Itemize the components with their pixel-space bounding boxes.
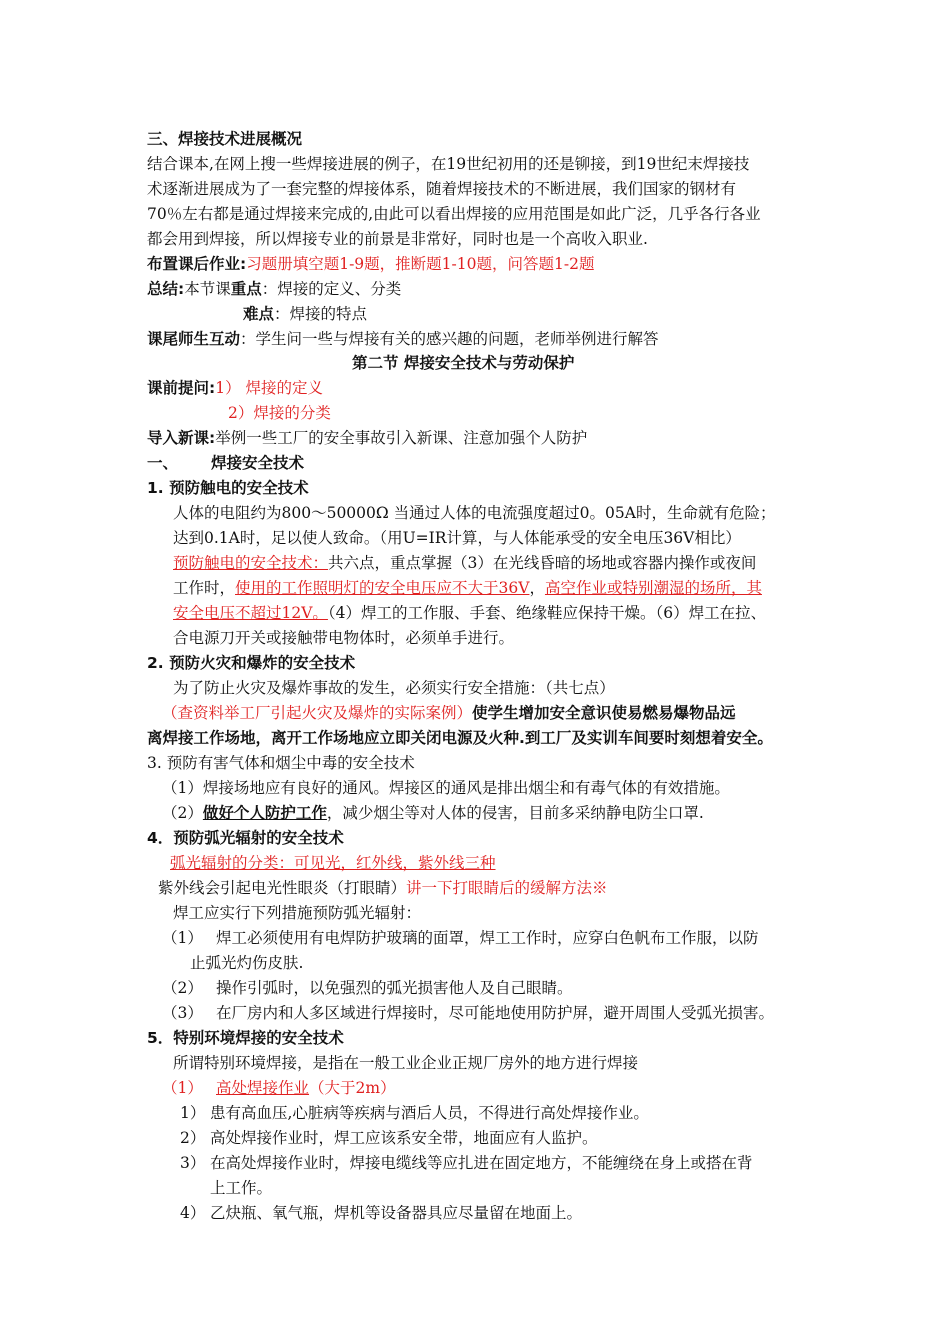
homework-text: 习题册填空题1-9题，推断题1-10题，问答题1-2题: [246, 255, 595, 273]
topic5-list-text: 乙炔瓶、氧气瓶，焊机等设备器具应尽量留在地面上。: [210, 1204, 583, 1222]
topic2-bold-text: 使学生增加安全意识使易燃易爆物品远: [472, 704, 736, 722]
topic4-item-number: （2）: [162, 979, 203, 997]
summary-line: [147, 279, 401, 299]
key-point-text: ：焊接的定义、分类: [261, 280, 402, 298]
topic4-item-number: （3）: [162, 1004, 203, 1022]
topic5-red-underline: 高处焊接作业: [216, 1079, 310, 1097]
topic1-text: （4）焊工的工作服、手套、绝缘鞋应保持干燥。（6）焊工在拉、: [327, 604, 767, 622]
topic1-heading: 1. 预防触电的安全技术: [147, 479, 309, 497]
topic2-paragraph-line: 为了防止火灾及爆炸事故的发生，必须实行安全措施：（共七点）: [173, 679, 615, 697]
topic2-paragraph-line: [162, 703, 736, 723]
topic5-list-text: 高处焊接作业时，焊工应该系安全带，地面应有人监护。: [210, 1129, 598, 1147]
topic1-paragraph-line: 达到0.1A时，足以使人致命。（用U=IR计算，与人体能承受的安全电压36V相比）: [173, 529, 741, 547]
topic5-list-number: 1）: [180, 1104, 206, 1122]
topic5-sub-heading: [216, 1078, 396, 1098]
topic5-list-text: 上工作。: [210, 1179, 273, 1197]
topic4-red-text: 讲一下打眼睛后的缓解方法※: [406, 879, 608, 897]
topic4-item-number: （1）: [162, 929, 203, 947]
topic1-text: 共六点，重点掌握（3）在光线昏暗的场地或容器内操作或夜间: [328, 554, 757, 572]
pre-question-label: 课前提问:: [147, 379, 216, 397]
pre-question-item: 2）焊接的分类: [228, 404, 331, 422]
section2-title: 第二节 焊接安全技术与劳动保护: [352, 354, 575, 372]
topic2-red-text: （查资料举工厂引起火灾及爆炸的实际案例）: [162, 704, 473, 722]
part1-number: 一、: [147, 454, 179, 472]
homework-label: 布置课后作业:: [147, 255, 247, 273]
topic2-heading: 2. 预防火灾和爆炸的安全技术: [147, 654, 356, 672]
summary-prefix: 本节课: [184, 280, 231, 298]
topic1-red-underline: 高空作业或特别潮湿的场所，其: [544, 579, 762, 597]
topic3-item: （1）焊接场地应有良好的通风。焊接区的通风是排出烟尘和有毒气体的有效措施。: [162, 779, 730, 797]
topic1-red-underline: 预防触电的安全技术：: [173, 554, 329, 572]
topic5-red-text: （大于2m）: [309, 1079, 396, 1097]
intro-label: 导入新课:: [147, 429, 216, 447]
intro-line: [147, 428, 587, 448]
summary-label: 总结:: [147, 280, 185, 298]
homework-line: [147, 254, 594, 274]
topic4-item-text: 操作引弧时，以免强烈的弧光损害他人及自己眼睛。: [216, 979, 573, 997]
interaction-line: [147, 329, 659, 349]
topic5-list-number: 4）: [180, 1204, 206, 1222]
topic5-list-number: 2）: [180, 1129, 206, 1147]
topic4-item-text: 焊工必须使用有电焊防护玻璃的面罩，焊工工作时，应穿白色帆布工作服，以防: [216, 929, 759, 947]
topic1-text: ，: [529, 579, 545, 597]
difficulty-label: 难点: [243, 305, 275, 323]
section3-paragraph-line: 70％左右都是通过焊接来完成的,由此可以看出焊接的应用范围是如此广泛，几乎各行各业: [147, 205, 761, 223]
pre-question-item: 1） 焊接的定义: [215, 379, 323, 397]
topic5-paragraph-line: 所谓特别环境焊接，是指在一般工业企业正规厂房外的地方进行焊接: [173, 1054, 639, 1072]
topic2-bold-line: 离焊接工作场地，离开工作场地应立即关闭电源及火种.到工厂及实训车间要时刻想着安全。: [147, 729, 773, 747]
topic4-item-text: 在厂房内和人多区域进行焊接时，尽可能地使用防护屏，避开周围人受弧光损害。: [216, 1004, 775, 1022]
topic3-text: ，减少烟尘等对人体的侵害，目前多采纳静电防尘口罩.: [326, 804, 704, 822]
topic3-heading: 3. 预防有害气体和烟尘中毒的安全技术: [147, 754, 415, 772]
key-point-label: 重点: [230, 280, 262, 298]
topic1-red-underline: 安全电压不超过12V。: [173, 604, 328, 622]
interaction-text: ：学生问一些与焊接有关的感兴趣的问题，老师举例进行解答: [240, 330, 659, 348]
section3-paragraph-line: 都会用到焊接，所以焊接专业的前景是非常好，同时也是一个高收入职业.: [147, 230, 648, 248]
topic4-paragraph-line: 焊工应实行下列措施预防弧光辐射：: [173, 904, 422, 922]
topic1-paragraph-line: [173, 578, 762, 598]
topic5-list-text: 患有高血压,心脏病等疾病与酒后人员，不得进行高处焊接作业。: [210, 1104, 649, 1122]
topic5-heading: 5．特别环境焊接的安全技术: [147, 1029, 344, 1047]
topic1-paragraph-line: [173, 603, 766, 623]
topic1-paragraph-line: [173, 553, 756, 573]
difficulty-text: ：焊接的特点: [274, 305, 368, 323]
interaction-label: 课尾师生互动: [147, 330, 241, 348]
topic1-red-underline: 使用的工作照明灯的安全电压应不大于36V: [235, 579, 530, 597]
topic1-text: 工作时，: [173, 579, 236, 597]
topic4-red-underline: 弧光辐射的分类：可见光，红外线，紫外线三种: [170, 854, 496, 872]
topic1-paragraph-line: 合电源刀开关或接触带电物体时，必须单手进行。: [173, 629, 515, 647]
topic5-list-text: 在高处焊接作业时，焊接电缆线等应扎进在固定地方，不能缠绕在身上或搭在背: [210, 1154, 753, 1172]
topic3-bold-underline: 做好个人防护工作: [202, 804, 327, 822]
topic1-paragraph-line: 人体的电阻约为800～50000Ω 当通过人体的电流强度超过0。05A时，生命就有危险；: [173, 504, 776, 522]
topic5-sub-number: （1）: [162, 1079, 203, 1097]
topic3-item: [162, 803, 704, 823]
topic4-text: 紫外线会引起电光性眼炎（打眼睛）: [158, 879, 407, 897]
topic4-heading: 4．预防弧光辐射的安全技术: [147, 829, 344, 847]
difficulty-line: [243, 304, 367, 324]
section3-paragraph-line: 结合课本,在网上搜一些焊接进展的例子，在19世纪初用的还是铆接，到19世纪末焊接技: [147, 155, 750, 173]
section3-paragraph-line: 术逐渐进展成为了一套完整的焊接体系，随着焊接技术的不断进展，我们国家的钢材有: [147, 180, 737, 198]
pre-question-line: [147, 378, 323, 398]
topic4-item-text: 止弧光灼伤皮肤.: [190, 954, 304, 972]
topic3-item-number: （2）: [162, 804, 203, 822]
topic4-paragraph-line: [158, 878, 608, 898]
topic5-list-number: 3）: [180, 1154, 206, 1172]
part1-heading: 焊接安全技术: [211, 454, 305, 472]
section3-heading: 三、焊接技术进展概况: [147, 130, 303, 148]
intro-text: 举例一些工厂的安全事故引入新课、注意加强个人防护: [215, 429, 588, 447]
